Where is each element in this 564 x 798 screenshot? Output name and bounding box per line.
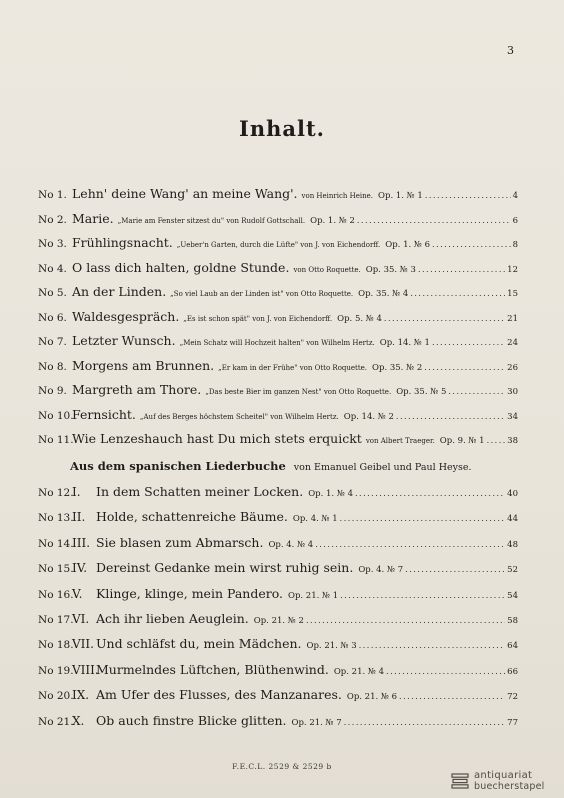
toc-entry [38, 382, 518, 407]
page-reference: 77 [507, 717, 518, 728]
dot-leader [344, 718, 505, 727]
song-attribution: von Otto Roquette. [293, 265, 361, 274]
song-attribution: „Mein Schatz will Hochzeit halten" von Wilhelm Hertz. [179, 339, 375, 347]
song-title: In dem Schatten meiner Locken. [96, 484, 304, 499]
dot-leader [399, 692, 505, 701]
page-reference: 6 [512, 215, 518, 226]
song-title-group [72, 484, 303, 499]
toc-entry [38, 662, 518, 687]
roman-numeral: V. [72, 586, 83, 601]
song-title-group [72, 687, 342, 702]
page-reference: 58 [507, 615, 518, 626]
page-reference: 12 [507, 264, 518, 275]
song-attribution: „Er kam in der Frühe" von Otto Roquette. [218, 363, 368, 372]
opus-number: Op. 21. № 4 [333, 666, 385, 677]
song-title: Ach ihr lieben Aeuglein. [96, 610, 249, 626]
dot-leader [424, 363, 505, 372]
toc-entry [38, 687, 518, 712]
dot-leader [386, 667, 505, 676]
song-title-group [72, 560, 353, 575]
song-title: Marie. [72, 210, 114, 226]
song-title: O lass dich halten, goldne Stunde. [72, 259, 290, 275]
page-reference: 34 [507, 411, 518, 422]
page-reference: 4 [512, 191, 518, 201]
entry-number: No 17. [38, 613, 74, 626]
antiquariat-watermark [450, 768, 558, 794]
dot-leader [425, 191, 511, 200]
entry-number: No 18. [38, 639, 74, 652]
dot-leader [340, 591, 505, 600]
opus-number: Op. 1. № 4 [308, 489, 353, 499]
page-reference: 26 [507, 362, 518, 373]
page-reference: 72 [507, 692, 518, 703]
page-reference: 64 [507, 641, 518, 652]
song-title: Waldesgespräch. [72, 308, 180, 324]
dot-leader [384, 314, 505, 323]
section-title: Aus dem spanischen Liederbuche [70, 459, 286, 473]
entry-number: No 13. [38, 512, 74, 525]
page-reference: 15 [507, 289, 518, 299]
opus-number: Op. 21. № 1 [287, 590, 339, 601]
page-reference: 24 [507, 338, 518, 348]
song-title: Letzter Wunsch. [72, 333, 176, 348]
opus-number: Op. 35. № 4 [358, 289, 409, 299]
entry-number: No 6. [38, 311, 67, 324]
toc-entry [38, 535, 518, 560]
page-title: Inhalt. [239, 116, 325, 141]
toc-entry [38, 284, 518, 309]
opus-number: Op. 35. № 2 [372, 362, 423, 373]
entry-number: No 21. [38, 715, 74, 728]
toc-entry [38, 186, 518, 211]
opus-number: Op. 1. № 2 [310, 215, 355, 226]
roman-numeral: VII. [72, 637, 94, 652]
song-title: Margreth am Thore. [72, 382, 202, 397]
song-attribution: von Heinrich Heine. [301, 192, 374, 200]
song-attribution: von Albert Traeger. [365, 437, 435, 445]
opus-number: Op. 14. № 2 [343, 411, 394, 422]
dot-leader [487, 436, 506, 445]
dot-leader [315, 540, 505, 549]
song-attribution: „Auf des Berges höchstem Scheitel" von Wilhelm Hertz. [139, 412, 339, 421]
page-reference: 52 [507, 565, 518, 576]
entry-number: No 10. [38, 409, 74, 422]
opus-number: Op. 5. № 4 [337, 313, 382, 324]
entry-number: No 9. [38, 385, 67, 397]
toc-entry [38, 333, 518, 358]
page-reference: 66 [507, 666, 518, 677]
roman-numeral: IV. [72, 561, 88, 576]
toc-entry [38, 509, 518, 534]
song-attribution: „Ueber'n Garten, durch die Lüfte" von J. von Eichendorff. [176, 241, 381, 249]
dot-leader [396, 412, 505, 421]
opus-number: Op. 21. № 6 [346, 692, 398, 703]
opus-number: Op. 4. № 1 [292, 514, 338, 525]
opus-number: Op. 1. № 1 [378, 191, 423, 201]
song-title: Frühlingsnacht. [72, 235, 173, 250]
opus-number: Op. 4. № 7 [358, 565, 404, 576]
roman-numeral: III. [72, 535, 91, 550]
entry-number: No 3. [38, 238, 67, 250]
entry-number: No 5. [38, 287, 67, 299]
dot-leader [355, 489, 505, 498]
song-title: Am Ufer des Flusses, des Manzanares. [96, 687, 342, 703]
dot-leader [357, 216, 511, 225]
dot-leader [405, 565, 505, 574]
toc-entry [38, 407, 518, 432]
song-title: Morgens am Brunnen. [72, 357, 215, 373]
song-title-group [72, 509, 288, 524]
table-of-contents [38, 186, 518, 456]
opus-number: Op. 1. № 6 [385, 240, 431, 250]
song-attribution: „Es ist schon spät" von J. von Eichendorff. [183, 314, 333, 323]
song-title: Holde, schattenreiche Bäume. [96, 509, 288, 525]
roman-numeral: X. [72, 713, 85, 728]
entry-number: No 11. [38, 434, 74, 446]
page-reference: 40 [507, 489, 518, 499]
page-reference: 48 [507, 539, 518, 550]
dot-leader [432, 240, 511, 249]
song-title: Lehn' deine Wang' an meine Wang'. [72, 186, 298, 201]
toc-entry [38, 484, 518, 509]
entry-number: No 2. [38, 213, 67, 226]
page-reference: 38 [507, 436, 518, 446]
entry-number: No 19. [38, 664, 74, 677]
plate-number: F.E.C.L. 2529 & 2529 b [232, 762, 332, 771]
page-reference: 44 [507, 514, 518, 525]
toc-entry [38, 611, 518, 636]
entry-number: No 20. [38, 690, 74, 703]
dot-leader [340, 514, 506, 523]
opus-number: Op. 21. № 3 [306, 641, 357, 652]
toc-entry [38, 560, 518, 585]
entry-number: No 7. [38, 336, 67, 348]
song-title: Wie Lenzeshauch hast Du mich stets erquickt [72, 431, 362, 446]
entry-number: No 4. [38, 262, 67, 275]
page-reference: 54 [507, 590, 518, 601]
watermark-line-1: antiquariat [474, 770, 533, 781]
song-title: An der Linden. [72, 284, 167, 299]
section-heading [70, 459, 472, 473]
song-title-group [72, 636, 302, 651]
opus-number: Op. 35. № 5 [396, 387, 447, 397]
song-title: Ob auch finstre Blicke glitten. [96, 712, 287, 728]
roman-numeral: VI. [72, 611, 90, 626]
dot-leader [448, 387, 505, 396]
page-number: 3 [507, 44, 514, 57]
entry-number: No 14. [38, 537, 74, 550]
song-title-group [72, 713, 287, 728]
song-title: Sie blasen zum Abmarsch. [96, 534, 264, 550]
opus-number: Op. 4. № 4 [268, 539, 314, 550]
opus-number: Op. 21. № 2 [253, 615, 304, 626]
page-reference: 30 [507, 387, 518, 397]
page-reference: 8 [512, 240, 518, 250]
toc-entry [38, 260, 518, 285]
toc-entry [38, 431, 518, 456]
song-title: Dereinst Gedanke mein wirst ruhig sein. [96, 560, 354, 576]
section-authors: von Emanuel Geibel und Paul Heyse. [293, 462, 472, 473]
song-attribution: „Das beste Bier im ganzen Nest" von Otto Roquette. [205, 388, 392, 396]
toc-entry [38, 235, 518, 260]
dot-leader [306, 616, 505, 625]
song-title: Und schläfst du, mein Mädchen. [96, 636, 302, 652]
toc-entry [38, 636, 518, 661]
toc-entry [38, 211, 518, 236]
dot-leader [418, 265, 505, 274]
entry-number: No 15. [38, 563, 74, 576]
toc-entry [38, 309, 518, 334]
roman-numeral: I. [72, 485, 81, 499]
toc-entry [38, 586, 518, 611]
watermark-line-2: buecherstapel [474, 781, 545, 792]
song-title-group [72, 586, 283, 601]
dot-leader [410, 289, 505, 298]
song-title: Murmelndes Lüftchen, Blüthenwind. [96, 661, 329, 677]
roman-numeral: IX. [72, 688, 90, 703]
book-stack-icon [450, 771, 470, 791]
song-attribution: „Marie am Fenster sitzest du" von Rudolf Gottschall. [117, 216, 306, 225]
song-title-group [72, 662, 329, 677]
song-title: Fernsicht. [72, 406, 136, 422]
toc-entry [38, 713, 518, 738]
song-title-group [72, 535, 263, 550]
opus-number: Op. 35. № 3 [365, 264, 416, 275]
opus-number: Op. 21. № 7 [291, 717, 342, 728]
entry-number: No 8. [38, 360, 67, 373]
song-title: Klinge, klinge, mein Pandero. [96, 585, 283, 601]
song-title-group [72, 611, 249, 626]
entry-number: No 16. [38, 588, 74, 601]
dot-leader [359, 641, 505, 650]
dot-leader [432, 338, 505, 347]
song-attribution: „So viel Laub an der Linden ist" von Otto Roquette. [170, 290, 354, 298]
spanish-songbook-list [38, 484, 518, 738]
roman-numeral: II. [72, 510, 86, 525]
roman-numeral: VIII. [72, 662, 99, 677]
entry-number: No 12. [38, 487, 74, 499]
opus-number: Op. 14. № 1 [379, 338, 430, 348]
entry-number: No 1. [38, 189, 67, 201]
toc-entry [38, 358, 518, 383]
opus-number: Op. 9. № 1 [439, 436, 485, 446]
page-reference: 21 [507, 313, 518, 324]
